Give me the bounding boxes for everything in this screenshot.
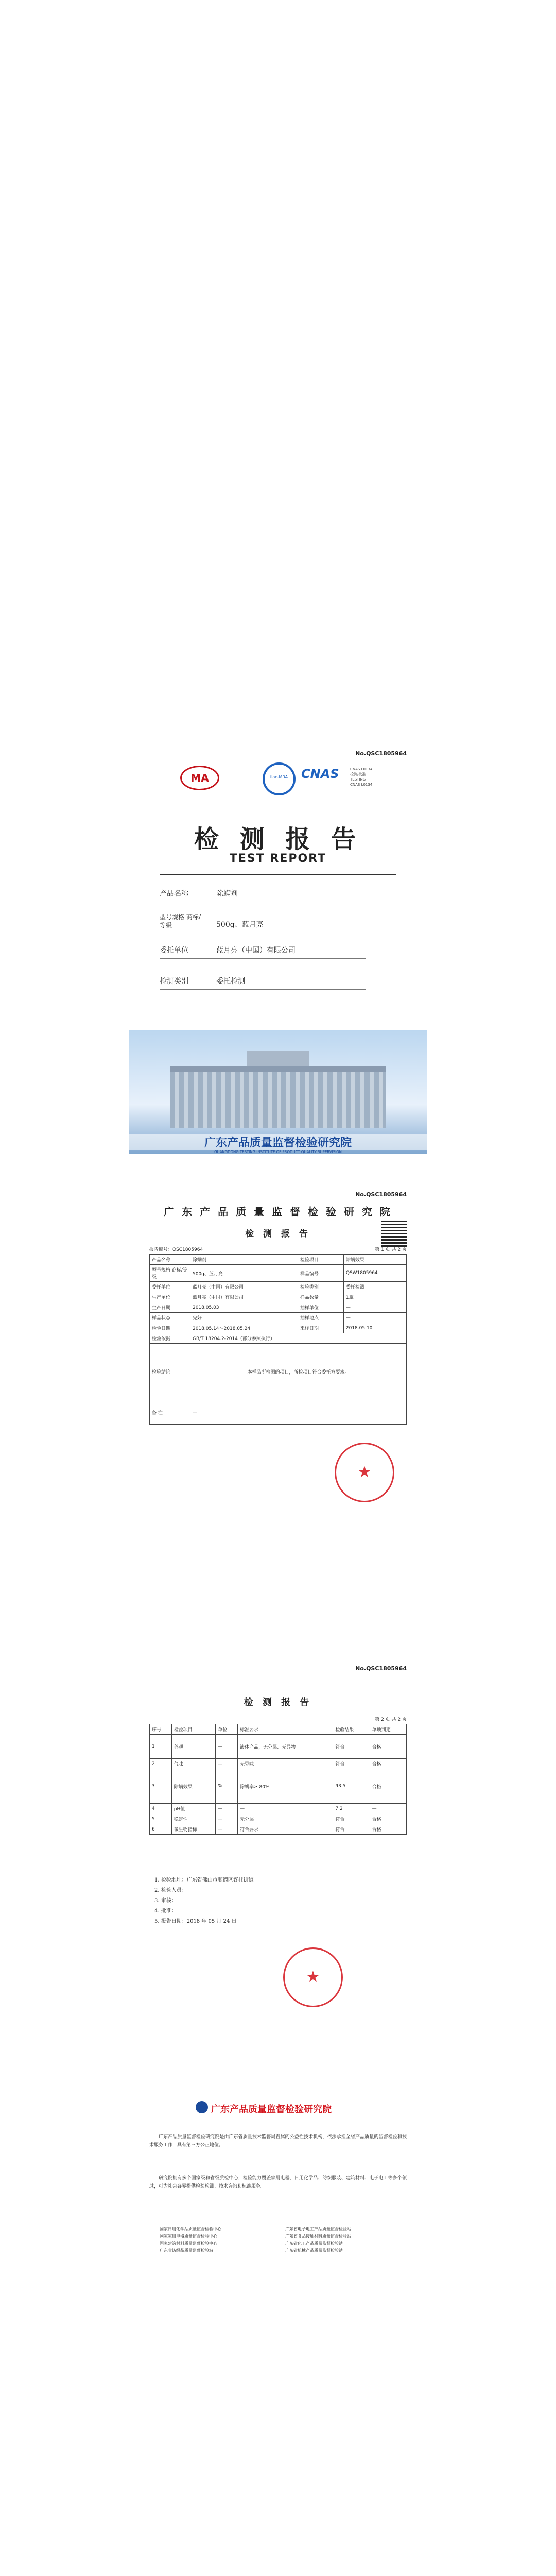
table-cell: 4 [150,1804,172,1814]
conclusion-label: 检验结论 [150,1344,190,1400]
table-cell: 93.5 [333,1769,370,1804]
table-cell: 样品数量 [298,1292,343,1302]
table-header: 标准要求 [238,1724,333,1735]
table-row [150,1804,407,1814]
table-cell: 除螨效果 [343,1255,406,1265]
report-id-line: 报告编号：QSC1805964 [149,1247,203,1252]
table-cell: 蓝月亮（中国）有限公司 [190,1282,298,1292]
cert-line: CNAS L0134 [350,767,373,771]
building-image [170,1066,386,1128]
table-cell: 抽样地点 [298,1313,343,1323]
table-cell: 来样日期 [298,1323,343,1333]
field-value: 委托检测 [216,977,245,986]
table-cell: 合格 [370,1759,406,1769]
list-item: 广东省机械产品质量监督检验站 [285,2248,343,2253]
table-cell: — [216,1824,238,1835]
page-title: 检 测 报 告 [244,1697,312,1708]
field-client [160,938,366,959]
table-cell: 微生物指标 [171,1824,216,1835]
field-value: 除螨剂 [216,890,238,898]
table-cell: 委托单位 [150,1282,190,1292]
note-line: 3. 审核： [154,1898,177,1904]
table-header-row [150,1724,407,1735]
basis-value: GB/T 18204.2-2014（部分参照执行） [190,1333,407,1344]
table-row [150,1759,407,1769]
intro-paragraph: 广东产品质量监督检验研究院是由广东省质量技术监督局直属的公益性技术机构，依法承担全省产品质量的监督检验和技术服务工作，具有第三方公正地位。 [149,2134,407,2148]
list-item: 国家日用化学品质量监督检验中心 [160,2227,221,2231]
institute-intro-page [129,2092,427,2411]
table-cell: 3 [150,1769,172,1804]
results-table [149,1724,407,1835]
table-cell: — [343,1302,406,1313]
table-cell: 2018.05.10 [343,1323,406,1333]
cnas-logo: CNAS [301,767,339,781]
table-cell: 检验项目 [298,1255,343,1265]
table-cell: 无异味 [238,1759,333,1769]
table-cell: 2018.05.03 [190,1302,298,1313]
table-header: 检验项目 [171,1724,216,1735]
list-item: 国家家用电器质量监督检验中心 [160,2234,217,2239]
table-header: 单位 [216,1724,238,1735]
table-cell: QSW1805964 [343,1265,406,1282]
table-cell: 抽样单位 [298,1302,343,1313]
field-label: 型号规格 商标/等级 [160,913,201,929]
report-number: No.QSC1805964 [355,1191,407,1198]
remark-value: — [190,1400,407,1425]
table-cell: — [343,1313,406,1323]
center-list [160,2226,407,2255]
table-row [150,1333,407,1344]
table-cell: 样品编号 [298,1265,343,1282]
official-stamp: ★ [283,1947,343,2007]
table-cell: — [216,1804,238,1814]
table-cell: 外观 [171,1735,216,1759]
cert-line: 检测/校准 [350,772,366,776]
report-title-en: TEST REPORT [229,852,327,865]
report-title-cn: 检 测 报 告 [194,825,362,854]
notes-block [154,1875,407,1927]
field-value: 500g、蓝月亮 [216,921,264,929]
institute-logo-text: 广东产品质量监督检验研究院 [211,2104,332,2115]
table-cell: 5 [150,1814,172,1824]
table-row [150,1814,407,1824]
table-header: 检验结果 [333,1724,370,1735]
cert-text [350,767,372,787]
table-cell: 蓝月亮（中国）有限公司 [190,1292,298,1302]
table-cell: 检验日期 [150,1323,190,1333]
table-cell: 合格 [370,1824,406,1835]
page-title: 检 测 报 告 [245,1229,311,1239]
summary-table [149,1254,407,1425]
cma-logo: MA [180,766,219,790]
note-line: 2. 检验人员： [154,1888,187,1893]
table-row [150,1313,407,1323]
table-cell: 除螨效果 [171,1769,216,1804]
table-cell: 符合 [333,1735,370,1759]
field-product-name [160,881,366,902]
report-cover-page [129,742,427,1175]
table-row [150,1769,407,1804]
basis-label: 检验依据 [150,1333,190,1344]
report-number: No.QSC1805964 [355,1665,407,1672]
table-cell: 合格 [370,1735,406,1759]
ilac-logo-text: ilac-MRA [270,775,288,779]
table-cell: 符合 [333,1759,370,1769]
ilac-logo [263,762,296,795]
note-line: 1. 检验地址：广东省佛山市顺德区容桂街道 [154,1877,254,1883]
table-cell: 完好 [190,1313,298,1323]
institute-banner [129,1030,427,1154]
table-cell: 检验类别 [298,1282,343,1292]
accreditation-logos [180,762,396,793]
institute-name: 广东产品质量监督检验研究院 [129,1134,427,1150]
table-row [150,1292,407,1302]
title-divider [160,874,396,875]
table-cell: 6 [150,1824,172,1835]
table-cell: 除螨剂 [190,1255,298,1265]
table-row [150,1302,407,1313]
list-item: 广东省食品接触材料质量监督检验站 [285,2234,351,2239]
table-cell: 委托检测 [343,1282,406,1292]
note-line: 4. 批准： [154,1908,177,1914]
cert-line: CNAS L0134 [350,783,373,787]
table-cell: — [370,1804,406,1814]
field-label: 委托单位 [160,946,188,955]
table-cell: 符合 [333,1814,370,1824]
table-cell: 气味 [171,1759,216,1769]
remark-label: 备 注 [150,1400,190,1425]
report-number: No.QSC1805964 [355,750,407,757]
institute-logo-icon [196,2101,208,2113]
table-cell: 除螨率≥ 80% [238,1769,333,1804]
table-cell: 液体产品，无分层、无异物 [238,1735,333,1759]
official-stamp: ★ [335,1443,394,1502]
field-test-category [160,969,366,990]
institute-heading: 广 东 产 品 质 量 监 督 检 验 研 究 院 [164,1206,392,1218]
list-item: 广东省电子电工产品质量监督检验站 [285,2227,351,2231]
field-label: 产品名称 [160,890,188,898]
table-cell: 2 [150,1759,172,1769]
table-header: 单项判定 [370,1724,406,1735]
report-detail-page [129,1659,427,2081]
table-cell: 1 [150,1735,172,1759]
note-line: 5. 报告日期：2018 年 05 月 24 日 [154,1919,237,1924]
cert-line: TESTING [350,777,366,782]
table-cell: — [216,1814,238,1824]
table-row [150,1265,407,1282]
page-counter: 第 1 页 共 2 页 [375,1247,407,1252]
table-cell: 7.2 [333,1804,370,1814]
table-cell: 产品名称 [150,1255,190,1265]
table-cell: 稳定性 [171,1814,216,1824]
field-value: 蓝月亮（中国）有限公司 [216,946,296,955]
table-header: 序号 [150,1724,172,1735]
table-cell: 合格 [370,1769,406,1804]
table-cell: 生产单位 [150,1292,190,1302]
table-cell: — [216,1759,238,1769]
table-cell: 无分层 [238,1814,333,1824]
table-cell: — [238,1804,333,1814]
table-cell: 符合 [333,1824,370,1835]
list-item: 广东省纺织品质量监督检验站 [160,2248,213,2253]
conclusion-value: 本样品所检测的项目，所检项目符合委托方要求。 [190,1344,407,1400]
table-row [150,1400,407,1425]
table-cell: % [216,1769,238,1804]
table-cell: — [216,1735,238,1759]
table-cell: pH值 [171,1804,216,1814]
table-row [150,1255,407,1265]
table-row [150,1344,407,1400]
page-counter: 第 2 页 共 2 页 [375,1717,407,1722]
field-label: 检测类别 [160,977,188,986]
table-cell: 2018.05.14～2018.05.24 [190,1323,298,1333]
table-cell: 生产日期 [150,1302,190,1313]
table-row [150,1824,407,1835]
table-cell: 合格 [370,1814,406,1824]
table-row [150,1735,407,1759]
table-cell: 500g、蓝月亮 [190,1265,298,1282]
table-cell: 型号规格 商标/等级 [150,1265,190,1282]
field-model-spec [160,907,366,933]
table-cell: 样品状态 [150,1313,190,1323]
table-cell: 符合要求 [238,1824,333,1835]
institute-name-en: GUANGDONG TESTING INSTITUTE OF PRODUCT QUALITY SUPERVISION [214,1150,342,1154]
list-item: 广东省化工产品质量监督检验站 [285,2241,343,2246]
list-item: 国家建筑材料质量监督检验中心 [160,2241,217,2246]
intro-paragraph: 研究院拥有多个国家级和省级质检中心，检验能力覆盖家用电器、日用化学品、纺织服装、建筑材料、电子电工等多个领域，可为社会各界提供检验检测、技术咨询和标准服务。 [149,2176,407,2189]
table-row [150,1282,407,1292]
report-summary-page [129,1185,427,1628]
table-row [150,1323,407,1333]
table-cell: 1瓶 [343,1292,406,1302]
